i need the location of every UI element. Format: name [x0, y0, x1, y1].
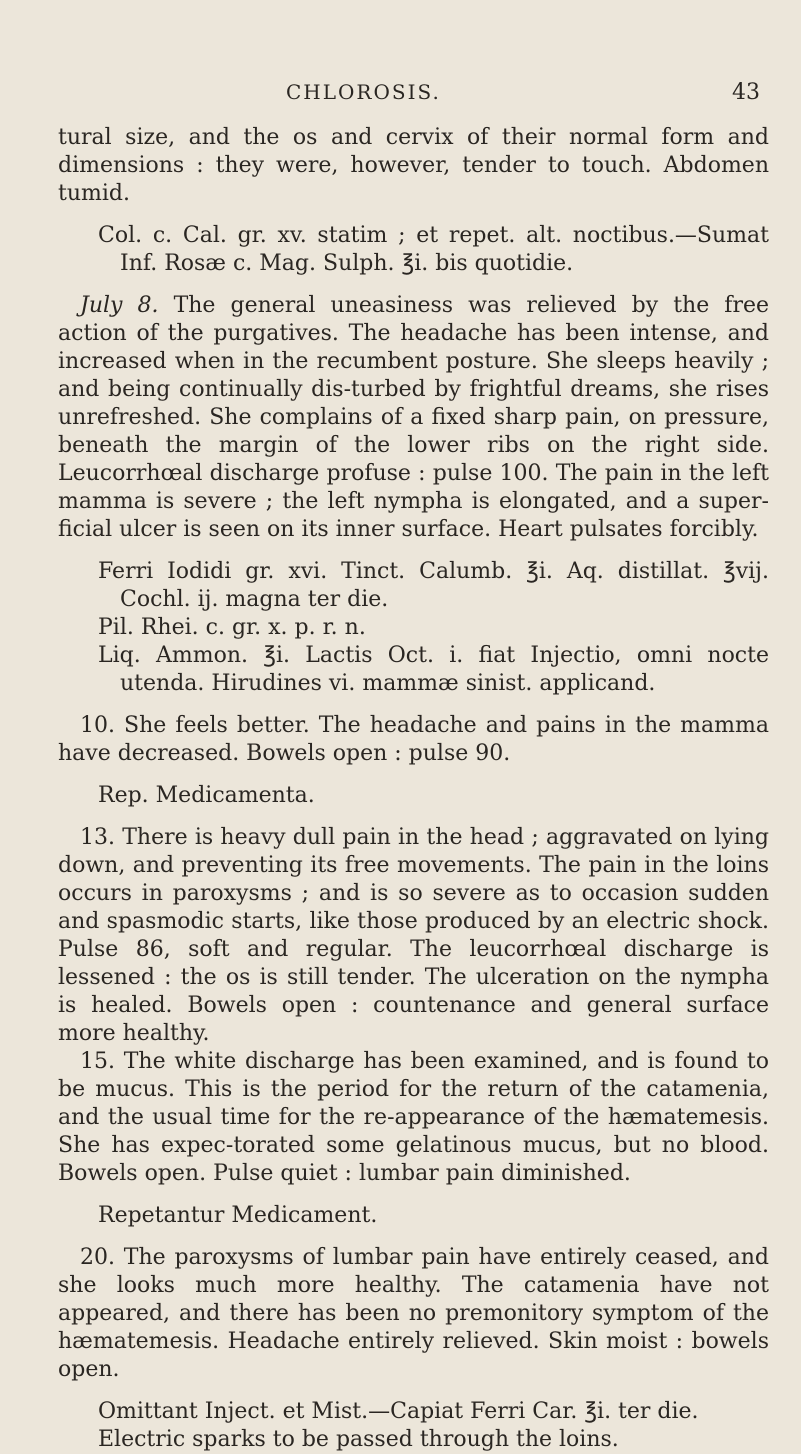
- prescription-electric-sparks: Electric sparks to be passed through the loins.: [98, 1427, 619, 1452]
- entry-day-13: 13. There is heavy dull pain in the head ; aggravated on lying down, and preventing its free movements. The pain in the loins occurs in paroxysms ; and is so severe as to occasion sudden and spasmodic starts, like those produced by an electric shock. Pulse 86, soft and regular. The leucorrhœal discharge is lessened : the os is still tender. The ulceration on the nympha is healed. Bowels open : countenance and general surface more healthy.: [58, 825, 769, 1046]
- paragraph-continuation: tural size, and the os and cervix of their normal form and dimensions : they were, however, tender to touch. Abdomen tumid.: [58, 125, 769, 206]
- entry-day-20: 20. The paroxysms of lumbar pain have entirely ceased, and she looks much more healthy. The catamenia have not appeared, and there has been no premonitory symptom of the hæmatemesis. Headache entirely relieved. Skin moist : bowels open.: [58, 1245, 769, 1382]
- entry-day-15: 15. The white discharge has been examined, and is found to be mucus. This is the period for the return of the catamenia, and the usual time for the re-appearance of the hæmatemesis. She has expec-torated some gelatinous mucus, but no blood. Bowels open. Pulse quiet : lumbar pain diminished.: [58, 1049, 769, 1186]
- page-number: 43: [732, 80, 760, 105]
- prescription-ferri-iodidi: Ferri Iodidi gr. xvi. Tinct. Calumb. ℥i. Aq. distillat. ℥vij. Cochl. ij. magna ter die.: [98, 559, 769, 612]
- date-label: July 8.: [80, 293, 159, 318]
- page-header: [0, 80, 801, 110]
- prescription-liq-ammon: Liq. Ammon. ℥i. Lactis Oct. i. fiat Injectio, omni nocte utenda. Hirudines vi. mammæ sinist. applicand.: [98, 643, 769, 696]
- entry-day-10: 10. She feels better. The headache and pains in the mamma have decreased. Bowels open : pulse 90.: [58, 713, 769, 766]
- prescription-repetantur: Repetantur Medicament.: [98, 1203, 378, 1228]
- prescription-rep-medicamenta: Rep. Medicamenta.: [98, 783, 315, 808]
- entry-july-8-text: The general uneasiness was relieved by the free action of the purgatives. The headache has been intense, and increased when in the recumbent posture. She sleeps heavily ; and being continually dis-turbed by frightful dreams, she rises unrefreshed. She complains of a fixed sharp pain, on pressure, beneath the margin of the lower ribs on the right side. Leucorrhœal discharge profuse : pulse 100. The pain in the left mamma is severe ; the left nympha is elongated, and a super-ficial ulcer is seen on its inner surface. Heart pulsates forcibly.: [58, 293, 770, 542]
- prescription-pil-rhei: Pil. Rhei. c. gr. x. p. r. n.: [98, 615, 366, 640]
- body-text: [58, 124, 769, 1454]
- prescription-omittant: Omittant Inject. et Mist.—Capiat Ferri Car. ℥i. ter die.: [98, 1399, 699, 1424]
- running-head: CHLOROSIS.: [286, 80, 441, 104]
- prescription-colocynth: Col. c. Cal. gr. xv. statim ; et repet. alt. noctibus.—Sumat Inf. Rosæ c. Mag. Sulph. ℥i. bis quotidie.: [98, 223, 769, 276]
- entry-july-8: [58, 292, 769, 544]
